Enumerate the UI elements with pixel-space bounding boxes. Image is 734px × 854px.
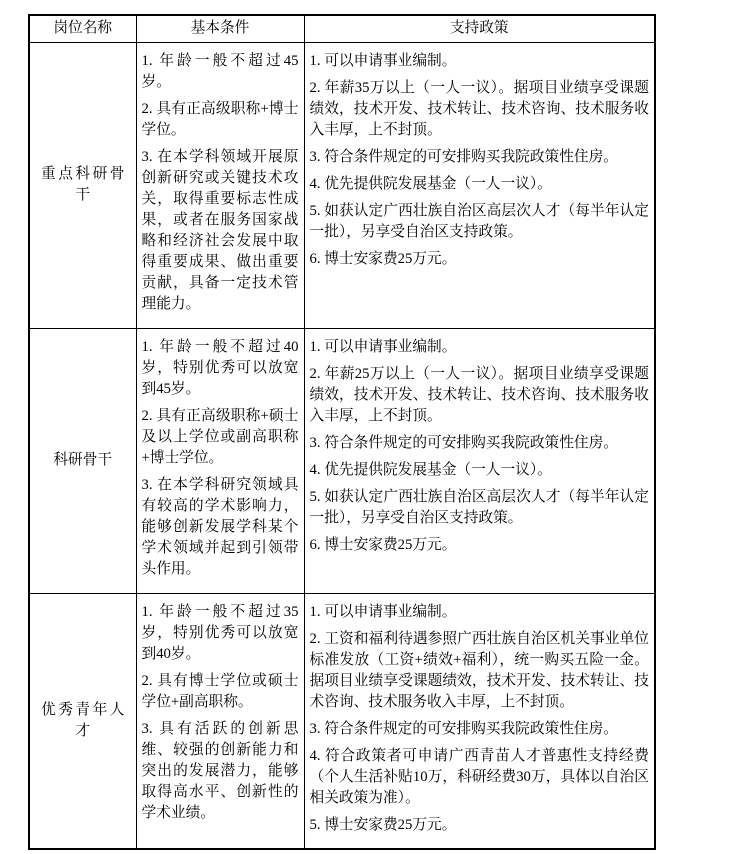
- policy-item: 2. 工资和福利待遇参照广西壮族自治区机关事业单位标准发放（工资+绩效+福利），统一购买五险一金。据项目业绩享受课题绩效，技术开发、技术转让、技术咨询、技术服务收入丰厚，上不封顶。: [309, 630, 649, 710]
- condition-item: 2. 具有正高级职称+博士学位。: [141, 100, 299, 138]
- basic-conditions-cell: [136, 42, 304, 328]
- policy-item: 5. 如获认定广西壮族自治区高层次人才（每半年认定一批），另享受自治区支持政策。: [309, 488, 649, 526]
- policy-item: 1. 可以申请事业编制。: [309, 603, 457, 620]
- condition-item: 2. 具有正高级职称+硕士及以上学位或副高职称+博士学位。: [141, 407, 299, 466]
- condition-item: 1. 年龄一般不超过45岁。: [141, 52, 299, 90]
- policy-item: 2. 年薪35万以上（一人一议）。据项目业绩享受课题绩效，技术开发、技术转让、技术咨询、技术服务收入丰厚，上不封顶。: [309, 79, 649, 138]
- policy-item: 4. 优先提供院发展基金（一人一议）。: [309, 461, 552, 478]
- col-header-position-name: 岗位名称: [29, 15, 136, 42]
- condition-item: 3. 在本学科领域开展原创新研究或关键技术攻关，取得重要标志性成果，或者在服务国家战略和经济社会发展中取得重要成果、做出重要贡献，具备一定技术管理能力。: [141, 148, 299, 312]
- header-row: [29, 15, 655, 42]
- policy-item: 3. 符合条件规定的可安排购买我院政策性住房。: [309, 148, 618, 165]
- table-row-research-backbone: [29, 328, 655, 593]
- policy-item: 4. 优先提供院发展基金（一人一议）。: [309, 175, 552, 192]
- position-name-cell: 优秀青年人才: [29, 593, 136, 849]
- col-header-basic-conditions: 基本条件: [136, 15, 304, 42]
- policy-item: 6. 博士安家费25万元。: [309, 536, 457, 553]
- basic-conditions-cell: [136, 328, 304, 593]
- table-row-outstanding-young-talent: [29, 593, 655, 849]
- policy-item: 2. 年薪25万以上（一人一议）。据项目业绩享受课题绩效，技术开发、技术转让、技术咨询、技术服务收入丰厚，上不封顶。: [309, 365, 649, 424]
- recruitment-positions-table: [28, 14, 656, 850]
- support-policies-cell: [304, 328, 655, 593]
- policy-item: 1. 可以申请事业编制。: [309, 338, 457, 355]
- position-name-cell: 科研骨干: [29, 328, 136, 593]
- policy-item: 3. 符合条件规定的可安排购买我院政策性住房。: [309, 720, 618, 737]
- document-page: [28, 14, 656, 850]
- policy-item: 3. 符合条件规定的可安排购买我院政策性住房。: [309, 434, 618, 451]
- policy-item: 5. 如获认定广西壮族自治区高层次人才（每半年认定一批），另享受自治区支持政策。: [309, 202, 649, 240]
- position-name-cell: 重点科研骨干: [29, 42, 136, 328]
- policy-item: 5. 博士安家费25万元。: [309, 816, 457, 833]
- policy-item: 1. 可以申请事业编制。: [309, 52, 457, 69]
- condition-item: 1. 年龄一般不超过35岁，特别优秀可以放宽到40岁。: [141, 603, 299, 662]
- table-row-key-research-backbone: [29, 42, 655, 328]
- basic-conditions-cell: [136, 593, 304, 849]
- support-policies-cell: [304, 593, 655, 849]
- condition-item: 1. 年龄一般不超过40岁，特别优秀可以放宽到45岁。: [141, 338, 299, 397]
- condition-item: 3. 具有活跃的创新思维、较强的创新能力和突出的发展潜力，能够取得高水平、创新性的学术业绩。: [141, 720, 299, 821]
- col-header-support-policies: 支持政策: [304, 15, 655, 42]
- policy-item: 4. 符合政策者可申请广西青苗人才普惠性支持经费（个人生活补贴10万，科研经费30万，具体以自治区相关政策为准）。: [309, 747, 649, 806]
- policy-item: 6. 博士安家费25万元。: [309, 250, 457, 267]
- condition-item: 2. 具有博士学位或硕士学位+副高职称。: [141, 672, 299, 710]
- support-policies-cell: [304, 42, 655, 328]
- condition-item: 3. 在本学科研究领域具有较高的学术影响力，能够创新发展学科某个学术领域并起到引领带头作用。: [141, 476, 299, 577]
